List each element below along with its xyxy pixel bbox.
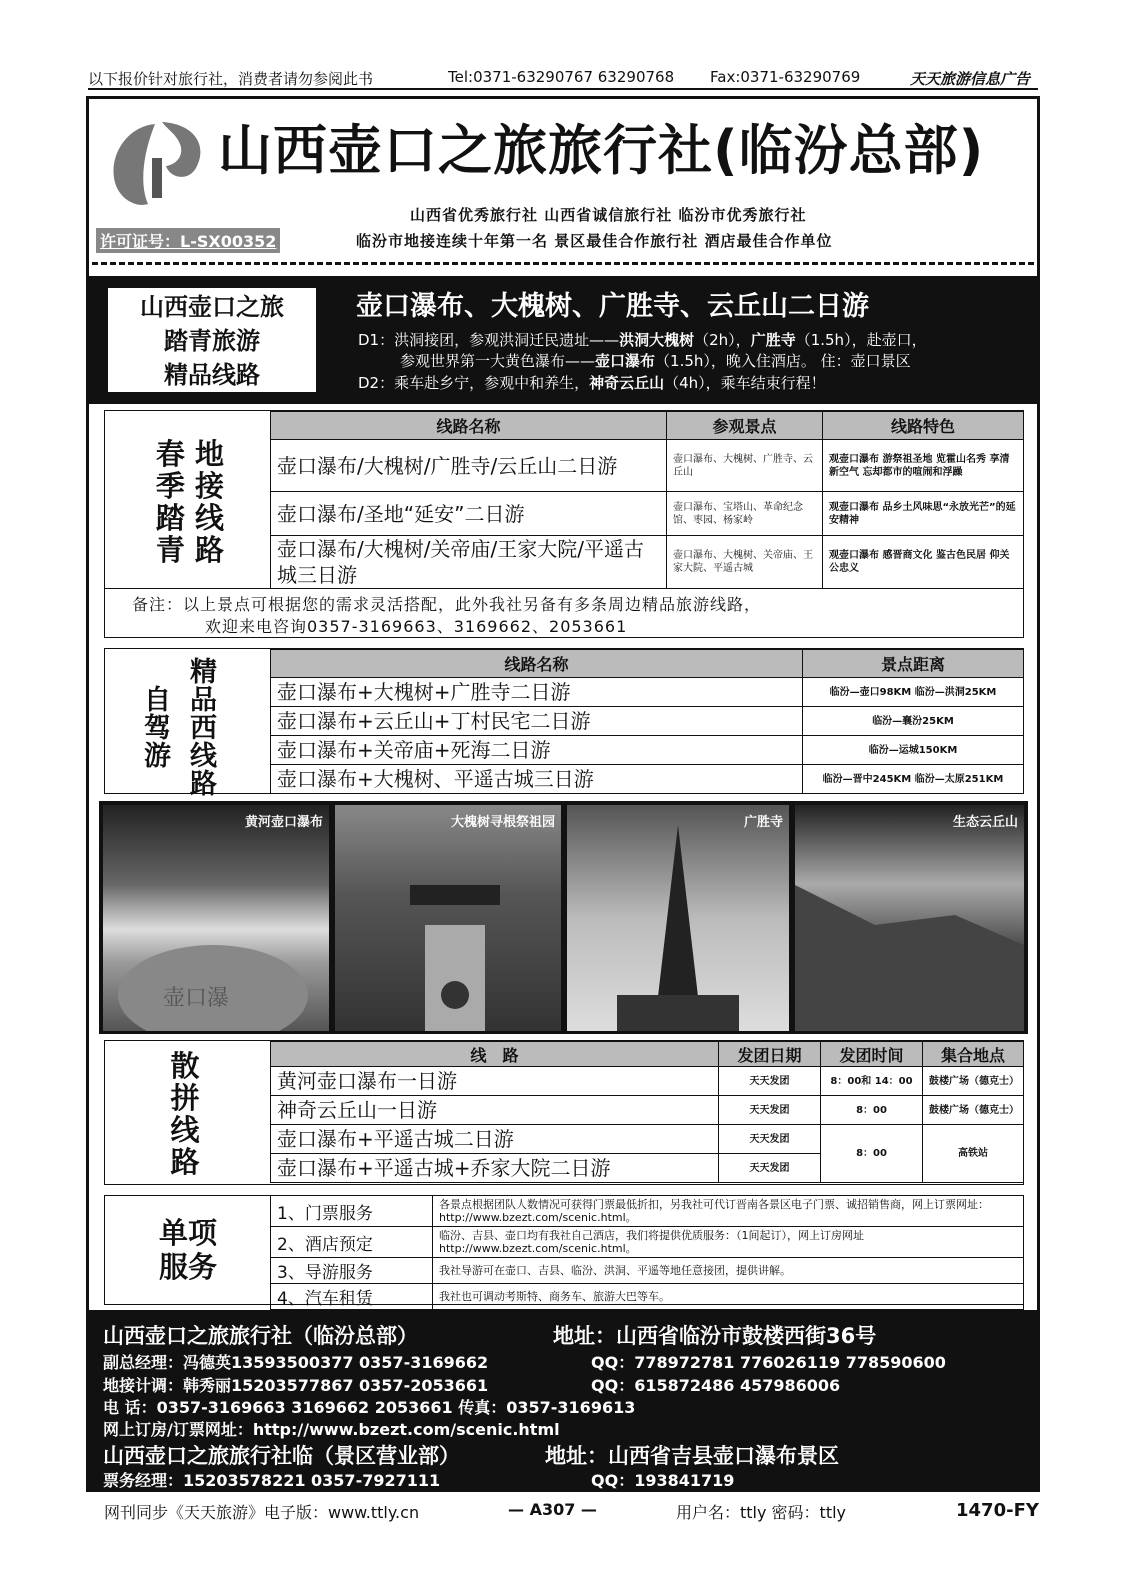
table-row	[271, 1125, 1024, 1154]
table-row	[271, 536, 1024, 589]
itinerary-highlight: 壶口瀑布	[595, 352, 656, 370]
side-char: 散	[170, 1049, 200, 1083]
services-side-label	[148, 1216, 228, 1284]
photo-label: 广胜寺	[743, 815, 783, 830]
contact-footer	[89, 1310, 1037, 1490]
photo-yunqiu-mountain	[795, 805, 1024, 1031]
col-header: 线路特色	[823, 412, 1024, 440]
spring-routes-table	[270, 411, 1024, 589]
brand-text: 天天旅游信息广告	[910, 70, 1031, 88]
depart-date: 天天发团	[719, 1154, 821, 1183]
service-name: 4、汽车租赁	[271, 1284, 433, 1310]
hq-address: 地址：山西省临汾市鼓楼西街36号	[553, 1324, 877, 1348]
route-spots: 壶口瀑布、宝塔山、革命纪念馆、枣园、杨家岭	[667, 492, 823, 536]
feature-label-line: 山西壶口之旅	[140, 293, 284, 321]
phone-fax: 电 话：0357-3169663 3169662 2053661 传真：0357-3169613	[103, 1398, 636, 1417]
side-char: 线	[170, 1113, 200, 1147]
route-feature: 观壶口瀑布 感晋商文化 鉴古色民居 仰关公忠义	[823, 536, 1024, 589]
route-name: 壶口瀑布+云丘山+丁村民宅二日游	[271, 707, 803, 736]
table-row	[271, 1096, 1024, 1125]
side-char: 青	[155, 533, 185, 567]
honors-line-1: 山西省优秀旅行社 山西省诚信旅行社 临汾市优秀旅行社	[410, 206, 807, 224]
hq-name: 山西壶口之旅旅行社（临汾总部）	[103, 1324, 418, 1348]
booking-url[interactable]: 网上订房/订票网址：http://www.bzezt.com/scenic.html	[103, 1420, 560, 1439]
side-char: 踏	[155, 501, 185, 535]
service-desc: 我社导游可在壶口、吉县、临汾、洪洞、平遥等地任意接团，提供讲解。	[433, 1258, 1024, 1284]
itinerary-text: （1.5h），晚入住酒店。 住：壶口景区	[655, 352, 911, 370]
services-table	[270, 1195, 1024, 1310]
col-header: 线 路	[271, 1042, 719, 1067]
table-row	[271, 1227, 1024, 1258]
service-name: 2、酒店预定	[271, 1227, 433, 1258]
company-logo-icon	[100, 116, 210, 216]
photo-strip	[99, 801, 1028, 1034]
photo-label: 大槐树寻根祭祖园	[450, 815, 555, 830]
branch-name: 山西壶口之旅旅行社临（景区营业部）	[103, 1444, 460, 1468]
col-header: 集合地点	[923, 1042, 1024, 1067]
side-char: 单项	[158, 1216, 217, 1250]
manager-qq: QQ：778972781 776026119 778590600	[591, 1353, 946, 1372]
itinerary-highlight: 洪洞大槐树	[619, 331, 695, 349]
itinerary-text: （4h），乘车结束行程！	[664, 374, 826, 392]
branch-address: 地址：山西省吉县壶口瀑布景区	[545, 1444, 839, 1468]
col-header: 线路名称	[271, 650, 803, 678]
table-row	[271, 1067, 1024, 1096]
route-spots: 壶口瀑布、大槐树、关帝庙、王家大院、平遥古城	[667, 536, 823, 589]
photo-label: 生态云丘山	[952, 815, 1018, 830]
depart-date: 天天发团	[719, 1067, 821, 1096]
waterfall-graphic	[103, 805, 329, 1031]
ticket-qq: QQ：193841719	[591, 1471, 735, 1490]
route-name: 神奇云丘山一日游	[271, 1096, 719, 1125]
divider	[92, 262, 1034, 265]
side-char: 接	[195, 469, 225, 503]
side-char: 游	[144, 741, 171, 772]
side-char: 季	[155, 469, 185, 503]
pagoda-graphic	[567, 805, 789, 1031]
itinerary-text: （2h），	[694, 331, 751, 349]
meeting-place: 高铁站	[923, 1125, 1024, 1183]
notice-text: 以下报价针对旅行社，消费者请勿参阅此书	[88, 70, 374, 88]
note-line-2: 欢迎来电咨询0357-3169663、3169662、2053661	[205, 617, 628, 636]
side-char: 西	[190, 713, 217, 744]
login-info: 用户名：ttly 密码：ttly	[676, 1503, 847, 1522]
table-row	[271, 707, 1024, 736]
route-distance: 临汾—运城150KM	[803, 736, 1024, 765]
itinerary-text: D1：洪洞接团，参观洪洞迁民遗址——	[358, 331, 620, 349]
col-header: 发团时间	[821, 1042, 923, 1067]
side-char: 精	[190, 657, 217, 688]
coordinator-contact: 地接计调：韩秀丽15203577867 0357-2053661	[103, 1376, 489, 1395]
gate-graphic	[335, 805, 561, 1031]
depart-time: 8：00	[821, 1096, 923, 1125]
manager-contact: 副总经理：冯德英13593500377 0357-3169662	[103, 1353, 489, 1372]
side-char: 驾	[144, 713, 171, 744]
side-char: 路	[170, 1145, 200, 1179]
page-number: — A307 —	[508, 1500, 597, 1519]
service-desc: 各景点根据团队人数情况可获得门票最低折扣，另我社可代订晋南各景区电子门票、诚招销售商，网上订票网址：http://www.bzezt.com/scenic.html。	[433, 1196, 1024, 1227]
itinerary-d2	[358, 372, 826, 393]
table-row	[271, 440, 1024, 492]
itinerary-text: （1.5h），赴壶口，	[795, 331, 927, 349]
issue-code: 1470-FY	[956, 1500, 1039, 1521]
route-feature: 观壶口瀑布 品乡土风味思“永放光芒”的延安精神	[823, 492, 1024, 536]
route-name: 壶口瀑布+大槐树、平遥古城三日游	[271, 765, 803, 794]
feature-label-box	[106, 286, 318, 394]
table-row	[271, 765, 1024, 794]
photo-hukou-waterfall	[103, 805, 329, 1031]
coordinator-qq: QQ：615872486 457986006	[591, 1376, 841, 1395]
photo-label: 黄河壶口瀑布	[244, 815, 323, 830]
service-name: 1、门票服务	[271, 1196, 433, 1227]
route-name: 黄河壶口瀑布一日游	[271, 1067, 719, 1096]
tel-text: Tel:0371-63290767 63290768	[448, 68, 675, 86]
depart-time: 8：00	[821, 1125, 923, 1183]
itinerary-text: 参观世界第一大黄色瀑布——	[400, 352, 596, 370]
service-desc: 我社也可调动考斯特、商务车、旅游大巴等车。	[433, 1284, 1024, 1310]
col-header: 参观景点	[667, 412, 823, 440]
route-name: 壶口瀑布/大槐树/关帝庙/王家大院/平遥古城三日游	[271, 536, 667, 589]
side-char: 服务	[158, 1250, 217, 1284]
itinerary-highlight: 神奇云丘山	[589, 374, 665, 392]
self-drive-side-label	[140, 648, 240, 800]
side-char: 拼	[170, 1081, 200, 1115]
service-desc: 临汾、吉县、壶口均有我社自己酒店，我们将提供优质服务：（1间起订），网上订房网址http://www.bzezt.com/scenic.html。	[433, 1227, 1024, 1258]
mountain-graphic	[795, 805, 1024, 1031]
table-row	[271, 678, 1024, 707]
service-name: 3、导游服务	[271, 1258, 433, 1284]
table-row	[271, 492, 1024, 536]
depart-date: 天天发团	[719, 1125, 821, 1154]
meeting-place: 鼓楼广场（德克士）	[923, 1096, 1024, 1125]
feature-label-line: 踏青旅游	[164, 327, 260, 355]
side-char: 地	[195, 437, 225, 471]
feature-label-line: 精品线路	[164, 361, 260, 389]
scattered-routes-table	[270, 1041, 1024, 1183]
col-header: 景点距离	[803, 650, 1024, 678]
depart-time: 8：00和 14：00	[821, 1067, 923, 1096]
scattered-side-label	[160, 1050, 210, 1178]
route-distance: 临汾—晋中245KM 临汾—太原251KM	[803, 765, 1024, 794]
table-row	[271, 1196, 1024, 1227]
side-char: 线	[195, 501, 225, 535]
company-title: 山西壶口之旅旅行社(临汾总部)	[218, 119, 985, 182]
route-name: 壶口瀑布+大槐树+广胜寺二日游	[271, 678, 803, 707]
itinerary-text: D2：乘车赴乡宁，参观中和养生，	[358, 374, 590, 392]
web-edition[interactable]: 网刊同步《天天旅游》电子版：www.ttly.cn	[104, 1503, 420, 1522]
side-char: 路	[195, 533, 225, 567]
side-char: 线	[190, 741, 217, 772]
depart-date: 天天发团	[719, 1096, 821, 1125]
route-distance: 临汾—襄汾25KM	[803, 707, 1024, 736]
note-line-1: 备注：以上景点可根据您的需求灵活搭配，此外我社另备有多条周边精品旅游线路，	[132, 595, 762, 614]
col-header: 发团日期	[719, 1042, 821, 1067]
route-spots: 壶口瀑布、大槐树、广胜寺、云丘山	[667, 440, 823, 492]
itinerary-d1a	[358, 329, 927, 350]
route-name: 壶口瀑布/圣地“延安”二日游	[271, 492, 667, 536]
ticket-manager: 票务经理：15203578221 0357-7927111	[103, 1471, 441, 1490]
meeting-place: 鼓楼广场（德克士）	[923, 1067, 1024, 1096]
side-char: 春	[155, 437, 185, 471]
route-distance: 临汾—壶口98KM 临汾—洪洞25KM	[803, 678, 1024, 707]
honors-line-2: 临汾市地接连续十年第一名 景区最佳合作旅行社 酒店最佳合作单位	[356, 232, 833, 250]
fax-text: Fax:0371-63290769	[710, 68, 861, 86]
route-name: 壶口瀑布+平遥古城+乔家大院二日游	[271, 1154, 719, 1183]
table-row	[271, 1258, 1024, 1284]
table-row	[271, 1284, 1024, 1310]
spring-side-label	[140, 438, 240, 566]
license-number: 许可证号：L-SX00352	[96, 228, 280, 253]
itinerary-d1b	[400, 350, 911, 371]
side-char: 品	[190, 685, 217, 716]
route-name: 壶口瀑布+关帝庙+死海二日游	[271, 736, 803, 765]
side-char: 自	[144, 685, 171, 716]
photo-dahuaishu	[335, 805, 561, 1031]
route-name: 壶口瀑布+平遥古城二日游	[271, 1125, 719, 1154]
route-name: 壶口瀑布/大槐树/广胜寺/云丘山二日游	[271, 440, 667, 492]
feature-title: 壶口瀑布、大槐树、广胜寺、云丘山二日游	[356, 291, 869, 322]
photo-guangsheng-temple	[567, 805, 789, 1031]
top-notice-bar	[88, 68, 1038, 90]
route-feature: 观壶口瀑布 游祭祖圣地 览霍山名秀 享清新空气 忘却都市的喧闹和浮躁	[823, 440, 1024, 492]
self-drive-table	[270, 649, 1024, 794]
side-char: 路	[190, 769, 217, 800]
svg-text:壶口瀑: 壶口瀑	[163, 986, 230, 1011]
itinerary-highlight: 广胜寺	[750, 331, 796, 349]
col-header: 线路名称	[271, 412, 667, 440]
table-row	[271, 736, 1024, 765]
